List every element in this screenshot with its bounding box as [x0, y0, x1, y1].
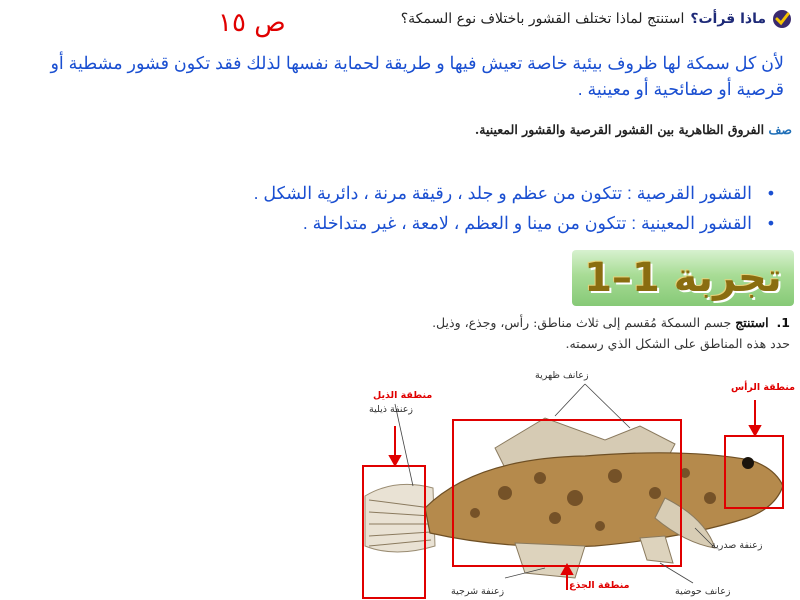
- head-region-label: منطقة الرأس: [731, 382, 796, 393]
- question2-label: صف: [768, 122, 792, 137]
- question-label: ماذا قرأت؟: [690, 11, 766, 27]
- trunk-region-label: منطقة الجذع: [569, 580, 630, 591]
- question-text: استنتج لماذا تختلف القشور باختلاف نوع السمكة؟: [400, 11, 685, 27]
- checkmark-icon: [772, 9, 792, 29]
- step-number: 1.: [776, 315, 790, 330]
- fish-eye: [742, 457, 754, 469]
- pelvic-fins-label: زعانف حوضية: [675, 586, 731, 597]
- experiment-banner: [572, 250, 794, 306]
- page-reference: ص ١٥: [218, 8, 286, 38]
- bullet-item: • القشور المعينية : تتكون من مينا و العظم ، لامعة ، غير متداخلة .: [160, 208, 780, 238]
- pectoral-fin-label: زعنفة صدرية: [711, 540, 763, 551]
- question2-text: الفروق الظاهرية بين القشور القرصية والقشور المعينية.: [474, 122, 765, 137]
- fish-figure: [355, 368, 796, 600]
- question2: [452, 120, 792, 140]
- experiment-title: تجربة 1–1: [584, 255, 782, 301]
- step-text: جسم السمكة مُقسم إلى ثلاث مناطق: رأس، وجذع، وذيل. حدد هذه المناطق على الشكل الذي رسمته.: [432, 315, 790, 351]
- dorsal-fins-label: زعانف ظهرية: [535, 370, 589, 381]
- pelvic-fins-shape: [640, 536, 673, 563]
- experiment-step: [420, 312, 790, 354]
- fish-illustration: [355, 368, 790, 600]
- tail-region-label: منطقة الذيل: [373, 390, 433, 401]
- fish-body-shape: [425, 453, 783, 547]
- question-line: [232, 6, 792, 32]
- answer-text: لأن كل سمكة لها ظروف بيئية خاصة تعيش فيها و طريقة لحماية نفسها لذلك فقد تكون قشور مشطية أو قرصية أو صفائحية أو معينية .: [50, 53, 784, 99]
- bullet-item: • القشور القرصية : تتكون من عظم و جلد ، رقيقة مرنة ، دائرية الشكل .: [160, 178, 780, 208]
- caudal-fin-label: زعنفة ذيلية: [369, 404, 414, 415]
- answer-bullets: [160, 178, 780, 238]
- step-verb: استنتج: [735, 315, 769, 330]
- anal-fin-label: زعنفة شرجية: [451, 586, 505, 597]
